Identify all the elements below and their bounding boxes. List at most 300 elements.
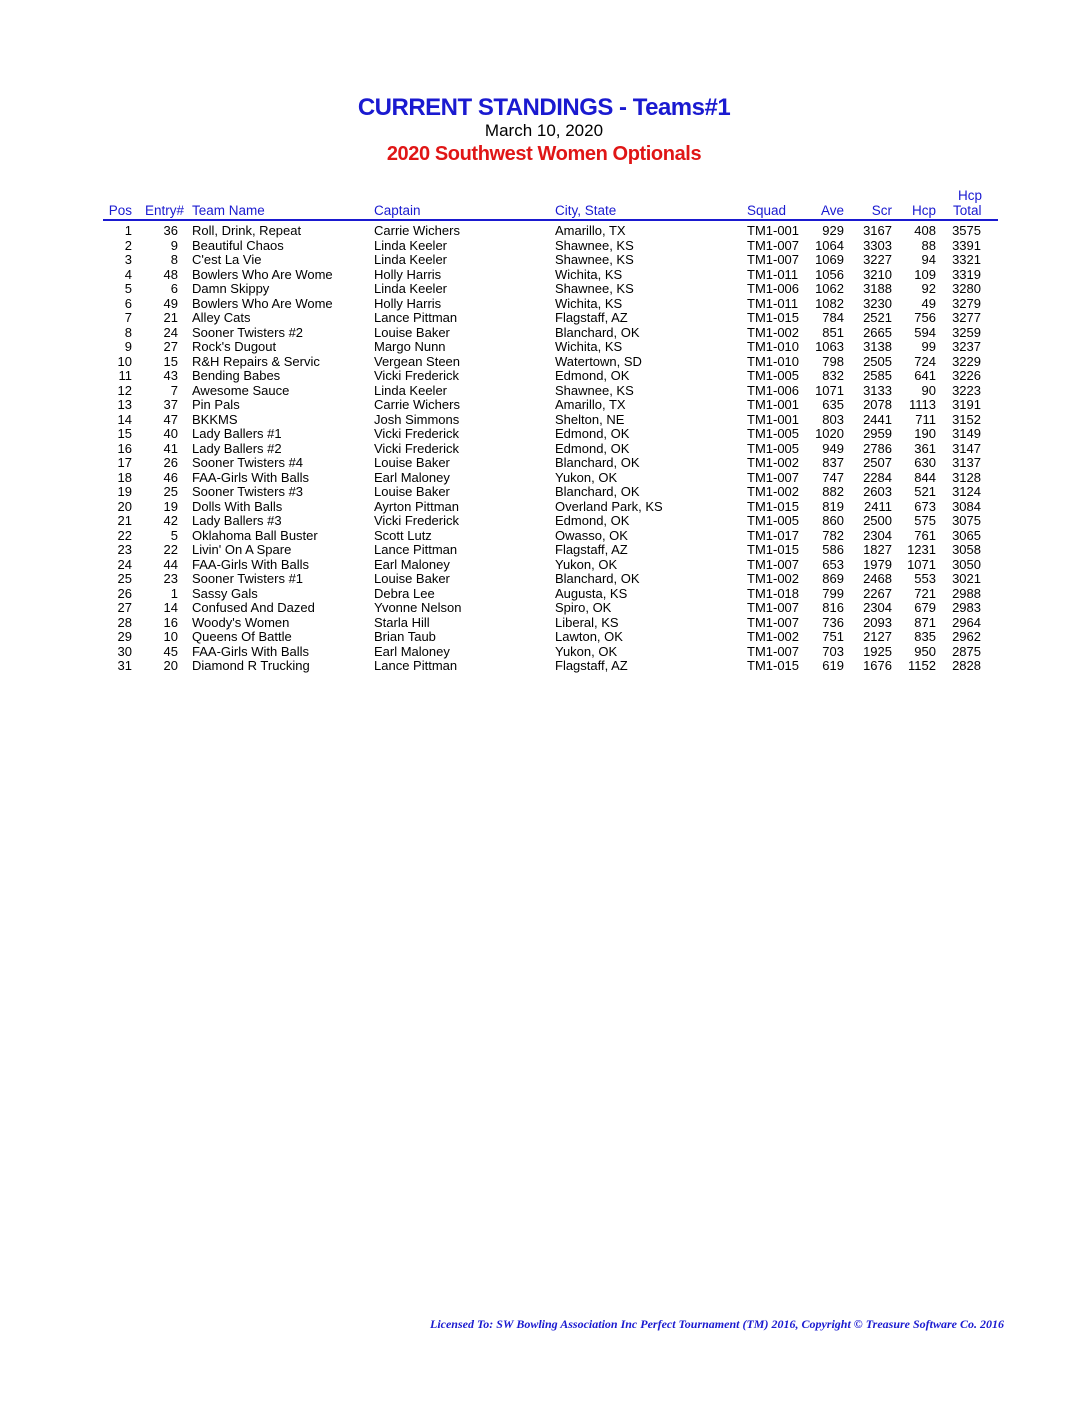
city-cell: Watertown, SD — [555, 353, 642, 369]
table-row — [0, 427, 1088, 442]
pos-cell: 14 — [117, 411, 132, 427]
total-cell: 2875 — [952, 643, 981, 659]
captain-cell: Louise Baker — [374, 484, 450, 499]
hcp-cell: 835 — [914, 629, 936, 644]
squad-cell: TM1-011 — [747, 295, 799, 311]
header-hcp-total-bottom: Total — [953, 203, 982, 218]
ave-cell: 837 — [822, 455, 844, 470]
city-cell: Amarillo, TX — [555, 397, 626, 412]
hcp-cell: 679 — [914, 600, 936, 615]
squad-cell: TM1-007 — [747, 252, 800, 267]
entry-cell: 19 — [163, 498, 178, 514]
hcp-cell: 88 — [921, 237, 936, 253]
hcp-cell: 641 — [914, 368, 936, 383]
license-footer: Licensed To: SW Bowling Association Inc Perfect Tournament (TM) 2016, Copyright © Treasure Software Co. 2016 — [429, 1317, 1004, 1331]
captain-cell: Vergean Steen — [374, 353, 461, 369]
hcp-cell: 361 — [914, 440, 936, 456]
city-cell: Blanchard, OK — [555, 324, 640, 340]
city-cell: Overland Park, KS — [555, 498, 663, 514]
entry-cell: 24 — [163, 324, 178, 340]
team-cell: Beautiful Chaos — [192, 237, 284, 253]
captain-cell: Linda Keeler — [374, 252, 447, 267]
pos-cell: 9 — [124, 339, 132, 354]
header-team-name: Team Name — [192, 203, 265, 218]
captain-cell: Vicki Frederick — [374, 368, 460, 383]
ave-cell: 1062 — [815, 281, 844, 296]
total-cell: 3128 — [952, 469, 981, 485]
captain-cell: Linda Keeler — [374, 281, 447, 296]
squad-cell: TM1-007 — [747, 469, 800, 485]
entry-cell: 22 — [163, 542, 178, 557]
city-cell: Yukon, OK — [555, 469, 618, 485]
captain-cell: Vicki Frederick — [374, 513, 460, 528]
captain-cell: Vicki Frederick — [374, 426, 460, 441]
team-cell: Sassy Gals — [192, 585, 258, 601]
table-row — [0, 572, 1088, 587]
squad-cell: TM1-002 — [747, 455, 800, 470]
team-cell: Damn Skippy — [192, 281, 270, 296]
pos-cell: 4 — [124, 266, 132, 282]
city-cell: Wichita, KS — [555, 295, 623, 311]
ave-cell: 619 — [822, 658, 844, 673]
pos-cell: 8 — [124, 324, 132, 340]
ave-cell: 747 — [822, 469, 844, 485]
table-row — [0, 355, 1088, 370]
captain-cell: Yvonne Nelson — [374, 600, 462, 615]
ave-cell: 882 — [822, 484, 844, 499]
squad-cell: TM1-007 — [747, 600, 800, 615]
hcp-cell: 190 — [914, 426, 936, 441]
ave-cell: 929 — [822, 223, 844, 238]
city-cell: Blanchard, OK — [555, 484, 640, 499]
table-row — [0, 659, 1088, 674]
team-cell: Sooner Twisters #1 — [192, 571, 304, 586]
total-cell: 3152 — [952, 411, 981, 427]
team-cell: Woody's Women — [192, 614, 290, 630]
total-cell: 3191 — [952, 397, 981, 412]
entry-cell: 42 — [163, 513, 178, 528]
entry-cell: 14 — [163, 600, 178, 615]
total-cell: 3075 — [952, 513, 981, 528]
squad-cell: TM1-005 — [747, 440, 800, 456]
captain-cell: Holly Harris — [374, 295, 442, 311]
pos-cell: 28 — [117, 614, 132, 630]
hcp-cell: 553 — [914, 571, 936, 586]
captain-cell: Louise Baker — [374, 455, 450, 470]
ave-cell: 782 — [822, 527, 844, 543]
squad-cell: TM1-002 — [747, 629, 800, 644]
scr-cell: 3138 — [863, 339, 892, 354]
table-row — [0, 413, 1088, 428]
scr-cell: 2127 — [863, 629, 892, 644]
team-cell: R&H Repairs & Servic — [192, 353, 320, 369]
hcp-cell: 711 — [915, 411, 936, 427]
squad-cell: TM1-015 — [747, 310, 800, 325]
hcp-cell: 94 — [921, 252, 936, 267]
ave-cell: 736 — [822, 614, 844, 630]
table-row — [0, 340, 1088, 355]
table-row — [0, 601, 1088, 616]
total-cell: 3259 — [952, 324, 981, 340]
scr-cell: 2665 — [863, 324, 892, 340]
hcp-cell: 673 — [914, 498, 936, 514]
pos-cell: 30 — [117, 643, 132, 659]
scr-cell: 3303 — [863, 237, 892, 253]
captain-cell: Earl Maloney — [374, 469, 450, 485]
entry-cell: 20 — [163, 658, 178, 673]
total-cell: 3065 — [952, 527, 981, 543]
entry-cell: 41 — [163, 440, 178, 456]
entry-cell: 15 — [163, 353, 178, 369]
table-row — [0, 253, 1088, 268]
pos-cell: 15 — [117, 426, 132, 441]
hcp-cell: 761 — [914, 527, 936, 543]
table-row — [0, 282, 1088, 297]
captain-cell: Lance Pittman — [374, 542, 458, 557]
entry-cell: 40 — [163, 426, 178, 441]
team-cell: Awesome Sauce — [192, 382, 290, 398]
ave-cell: 1064 — [815, 237, 844, 253]
pos-cell: 27 — [117, 600, 132, 615]
captain-cell: Linda Keeler — [374, 382, 447, 398]
pos-cell: 29 — [117, 629, 132, 644]
table-row — [0, 398, 1088, 413]
total-cell: 3226 — [952, 368, 981, 383]
captain-cell: Louise Baker — [374, 571, 450, 586]
pos-cell: 16 — [117, 440, 132, 456]
total-cell: 2964 — [952, 614, 981, 630]
team-cell: Lady Ballers #2 — [192, 440, 282, 456]
total-cell: 2962 — [952, 629, 981, 644]
total-cell: 2828 — [952, 658, 981, 673]
total-cell: 3084 — [952, 498, 981, 514]
table-row — [0, 500, 1088, 515]
pos-cell: 2 — [124, 237, 132, 253]
hcp-cell: 521 — [914, 484, 936, 499]
table-row — [0, 543, 1088, 558]
team-cell: FAA-Girls With Balls — [192, 643, 310, 659]
hcp-cell: 721 — [914, 585, 936, 601]
city-cell: Shawnee, KS — [555, 382, 634, 398]
entry-cell: 48 — [163, 266, 178, 282]
team-cell: Bending Babes — [192, 368, 281, 383]
team-cell: Roll, Drink, Repeat — [192, 223, 302, 238]
total-cell: 3575 — [952, 223, 981, 238]
entry-cell: 16 — [163, 614, 178, 630]
pos-cell: 11 — [118, 368, 132, 383]
pos-cell: 20 — [117, 498, 132, 514]
entry-cell: 25 — [163, 484, 178, 499]
captain-cell: Scott Lutz — [374, 527, 432, 543]
team-cell: FAA-Girls With Balls — [192, 556, 310, 572]
squad-cell: TM1-010 — [747, 353, 800, 369]
ave-cell: 949 — [822, 440, 844, 456]
total-cell: 3021 — [952, 571, 981, 586]
total-cell: 3229 — [952, 353, 981, 369]
table-row — [0, 442, 1088, 457]
squad-cell: TM1-002 — [747, 484, 800, 499]
ave-cell: 851 — [822, 324, 844, 340]
captain-cell: Debra Lee — [374, 585, 435, 601]
team-cell: Diamond R Trucking — [192, 658, 310, 673]
city-cell: Wichita, KS — [555, 339, 623, 354]
table-row — [0, 645, 1088, 660]
standings-table — [0, 224, 1088, 674]
captain-cell: Earl Maloney — [374, 643, 450, 659]
scr-cell: 2505 — [863, 353, 892, 369]
squad-cell: TM1-005 — [747, 513, 800, 528]
captain-cell: Earl Maloney — [374, 556, 450, 572]
hcp-cell: 1113 — [909, 397, 936, 412]
hcp-cell: 49 — [921, 295, 936, 311]
squad-cell: TM1-007 — [747, 614, 800, 630]
scr-cell: 2078 — [863, 397, 892, 412]
entry-cell: 1 — [170, 585, 178, 601]
scr-cell: 3210 — [863, 266, 892, 282]
scr-cell: 3167 — [863, 223, 892, 238]
ave-cell: 635 — [822, 397, 844, 412]
city-cell: Wichita, KS — [555, 266, 623, 282]
entry-cell: 21 — [163, 310, 178, 325]
captain-cell: Vicki Frederick — [374, 440, 460, 456]
hcp-cell: 1231 — [907, 542, 936, 557]
city-cell: Flagstaff, AZ — [555, 542, 628, 557]
scr-cell: 2603 — [863, 484, 892, 499]
city-cell: Shawnee, KS — [555, 281, 634, 296]
pos-cell: 5 — [124, 281, 132, 296]
header-pos: Pos — [108, 203, 132, 218]
scr-cell: 1925 — [863, 643, 892, 659]
scr-cell: 1827 — [863, 542, 892, 557]
entry-cell: 46 — [163, 469, 178, 485]
squad-cell: TM1-001 — [747, 397, 800, 412]
table-row — [0, 369, 1088, 384]
hcp-cell: 1071 — [907, 556, 936, 572]
city-cell: Edmond, OK — [555, 513, 630, 528]
header-captain: Captain — [374, 203, 421, 218]
scr-cell: 3230 — [863, 295, 892, 311]
city-cell: Shawnee, KS — [555, 237, 634, 253]
captain-cell: Starla Hill — [374, 614, 430, 630]
total-cell: 3237 — [952, 339, 981, 354]
team-cell: Bowlers Who Are Wome — [192, 266, 333, 282]
table-row — [0, 616, 1088, 631]
ave-cell: 803 — [822, 411, 844, 427]
header-hcp: Hcp — [911, 203, 936, 218]
pos-cell: 24 — [117, 556, 132, 572]
city-cell: Flagstaff, AZ — [555, 658, 628, 673]
report-date: March 10, 2020 — [484, 121, 604, 140]
hcp-cell: 109 — [914, 266, 936, 282]
scr-cell: 2441 — [863, 411, 892, 427]
total-cell: 3050 — [952, 556, 981, 572]
captain-cell: Lance Pittman — [374, 310, 458, 325]
captain-cell: Carrie Wichers — [374, 223, 460, 238]
scr-cell: 3227 — [863, 252, 892, 267]
squad-cell: TM1-001 — [747, 411, 800, 427]
pos-cell: 18 — [117, 469, 132, 485]
ave-cell: 1071 — [815, 382, 844, 398]
hcp-cell: 575 — [914, 513, 936, 528]
team-cell: Livin' On A Spare — [192, 542, 292, 557]
city-cell: Lawton, OK — [555, 629, 623, 644]
team-cell: Confused And Dazed — [192, 600, 315, 615]
city-cell: Blanchard, OK — [555, 571, 640, 586]
scr-cell: 2786 — [863, 440, 892, 456]
header-scr: Scr — [871, 203, 892, 218]
captain-cell: Holly Harris — [374, 266, 442, 282]
scr-cell: 2304 — [863, 527, 892, 543]
entry-cell: 9 — [170, 237, 178, 253]
entry-cell: 27 — [163, 339, 178, 354]
team-cell: Rock's Dugout — [192, 339, 277, 354]
scr-cell: 2093 — [863, 614, 892, 630]
team-cell: Oklahoma Ball Buster — [192, 527, 318, 543]
city-cell: Yukon, OK — [555, 643, 618, 659]
total-cell: 3058 — [952, 542, 981, 557]
hcp-cell: 844 — [914, 469, 936, 485]
entry-cell: 5 — [170, 527, 178, 543]
scr-cell: 3188 — [863, 281, 892, 296]
squad-cell: TM1-018 — [747, 585, 800, 601]
pos-cell: 13 — [117, 397, 132, 412]
table-row — [0, 529, 1088, 544]
city-cell: Edmond, OK — [555, 368, 630, 383]
hcp-cell: 1152 — [908, 658, 936, 673]
hcp-cell: 724 — [914, 353, 936, 369]
city-cell: Amarillo, TX — [555, 223, 626, 238]
scr-cell: 1979 — [863, 556, 892, 572]
team-cell: Lady Ballers #1 — [192, 426, 282, 441]
squad-cell: TM1-002 — [747, 571, 800, 586]
ave-cell: 819 — [822, 498, 844, 514]
team-cell: Alley Cats — [192, 310, 251, 325]
squad-cell: TM1-006 — [747, 382, 800, 398]
hcp-cell: 99 — [921, 339, 936, 354]
scr-cell: 2284 — [863, 469, 892, 485]
scr-cell: 2411 — [864, 498, 892, 514]
table-row — [0, 485, 1088, 500]
captain-cell: Margo Nunn — [374, 339, 446, 354]
header-city-state: City, State — [555, 203, 617, 218]
scr-cell: 2304 — [863, 600, 892, 615]
hcp-cell: 408 — [914, 223, 936, 238]
table-row — [0, 311, 1088, 326]
header-entry: Entry# — [144, 203, 184, 218]
entry-cell: 49 — [163, 295, 178, 311]
pos-cell: 3 — [124, 252, 132, 267]
table-row — [0, 514, 1088, 529]
city-cell: Shelton, NE — [555, 411, 625, 427]
pos-cell: 7 — [124, 310, 132, 325]
scr-cell: 2959 — [863, 426, 892, 441]
ave-cell: 1082 — [815, 295, 844, 311]
pos-cell: 17 — [117, 455, 132, 470]
total-cell: 3137 — [952, 455, 981, 470]
total-cell: 3321 — [952, 252, 981, 267]
city-cell: Owasso, OK — [555, 527, 628, 543]
city-cell: Liberal, KS — [555, 614, 619, 630]
tournament-name: 2020 Southwest Women Optionals — [386, 143, 702, 165]
ave-cell: 798 — [822, 353, 844, 369]
squad-cell: TM1-001 — [747, 223, 800, 238]
scr-cell: 1676 — [863, 658, 892, 673]
scr-cell: 2500 — [863, 513, 892, 528]
scr-cell: 2468 — [863, 571, 892, 586]
captain-cell: Brian Taub — [374, 629, 436, 644]
table-row — [0, 326, 1088, 341]
table-header — [0, 186, 1088, 220]
total-cell: 3277 — [952, 310, 981, 325]
entry-cell: 44 — [163, 556, 178, 572]
hcp-cell: 950 — [914, 643, 936, 659]
ave-cell: 751 — [822, 629, 844, 644]
squad-cell: TM1-011 — [747, 266, 799, 282]
header-underline — [103, 219, 998, 221]
pos-cell: 23 — [117, 542, 132, 557]
table-row — [0, 268, 1088, 283]
team-cell: Queens Of Battle — [192, 629, 292, 644]
pos-cell: 31 — [117, 658, 132, 673]
hcp-cell: 630 — [914, 455, 936, 470]
header-hcp-total-top: Hcp — [958, 188, 983, 203]
entry-cell: 37 — [163, 397, 178, 412]
hcp-cell: 92 — [921, 281, 936, 296]
pos-cell: 6 — [124, 295, 132, 311]
team-cell: BKKMS — [192, 411, 238, 427]
captain-cell: Louise Baker — [374, 324, 450, 340]
captain-cell: Josh Simmons — [374, 411, 460, 427]
captain-cell: Lance Pittman — [374, 658, 458, 673]
entry-cell: 7 — [170, 382, 178, 398]
team-cell: Sooner Twisters #3 — [192, 484, 304, 499]
pos-cell: 21 — [117, 513, 132, 528]
entry-cell: 23 — [163, 571, 178, 586]
team-cell: Sooner Twisters #2 — [192, 324, 304, 340]
ave-cell: 799 — [822, 585, 844, 601]
table-row — [0, 384, 1088, 399]
pos-cell: 26 — [117, 585, 132, 601]
team-cell: Sooner Twisters #4 — [192, 455, 304, 470]
entry-cell: 6 — [170, 281, 178, 296]
hcp-cell: 756 — [914, 310, 936, 325]
team-cell: Pin Pals — [192, 397, 240, 412]
table-row — [0, 471, 1088, 486]
total-cell: 2983 — [952, 600, 981, 615]
captain-cell: Ayrton Pittman — [374, 498, 460, 514]
total-cell: 3223 — [952, 382, 981, 398]
captain-cell: Linda Keeler — [374, 237, 447, 253]
city-cell: Flagstaff, AZ — [555, 310, 628, 325]
table-row — [0, 558, 1088, 573]
total-cell: 2988 — [952, 585, 981, 601]
header-ave: Ave — [820, 203, 844, 218]
entry-cell: 10 — [163, 629, 178, 644]
city-cell: Yukon, OK — [555, 556, 618, 572]
table-row — [0, 297, 1088, 312]
pos-cell: 19 — [117, 484, 132, 499]
total-cell: 3280 — [952, 281, 981, 296]
ave-cell: 703 — [822, 643, 844, 659]
table-row — [0, 456, 1088, 471]
squad-cell: TM1-007 — [747, 237, 800, 253]
squad-cell: TM1-010 — [747, 339, 800, 354]
squad-cell: TM1-007 — [747, 556, 800, 572]
squad-cell: TM1-015 — [747, 498, 800, 514]
entry-cell: 8 — [170, 252, 178, 267]
pos-cell: 25 — [117, 571, 132, 586]
city-cell: Shawnee, KS — [555, 252, 634, 267]
